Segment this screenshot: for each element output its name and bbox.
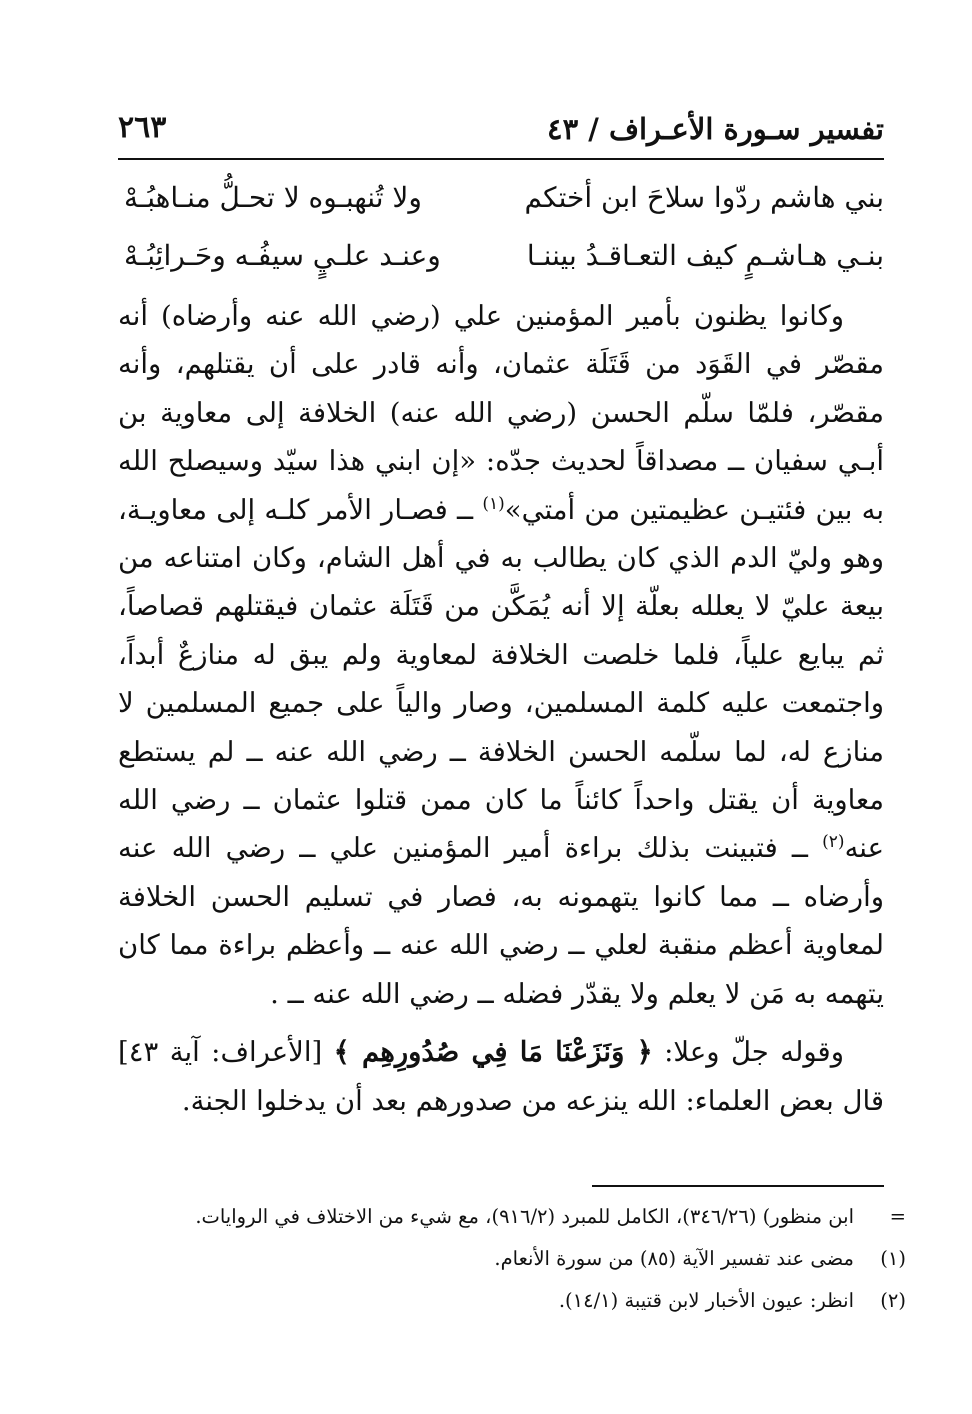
page-header bbox=[118, 108, 884, 156]
footnote-marker: (١) bbox=[482, 493, 505, 514]
verse-explanation: قال بعض العلماء: الله ينزعه من صدورهم بعد أن يدخلوا الجنة. bbox=[181, 1084, 884, 1117]
footnote-text: ابن منظور) (٣٤٦/٢٦)، الكامل للمبرد (٩١٦/٢)، مع شيء من الاختلاف في الروايات. bbox=[195, 1205, 854, 1228]
footnote-text: انظر: عيون الأخبار لابن قتيبة (١٤/١). bbox=[558, 1289, 854, 1312]
footnote-label: (١) bbox=[880, 1247, 906, 1270]
footnote bbox=[118, 1240, 908, 1278]
paragraph-text: وكانوا يظنون بأمير المؤمنين علي (رضي الله عنه وأرضاه) أنه مقصّر في القَوَد من قَتَلَة عثمان، وأنه قادر على أن يقتلهم، وأنه مقصّر، فلمّا سلّم الحسن (رضي الله عنه) الخلافة إلى معاوية بن أبـي سفيان ــ مصداقاً لحديث جدّه: «إن ابني هذا سيّد وسيصلح الله به بين فئتيـن عظيمتين من أمتي» bbox=[118, 300, 884, 526]
poem-first-hemistich: بني هاشم ردّوا سلاحَ ابن أختكم bbox=[524, 181, 884, 214]
paragraph-text: ــ فتبينت بذلك براءة أمير المؤمنين علي ــ رضي الله عنه وأرضاه ــ مما كانوا يتهمونه به، فصار في تسليم الحسن الخلافة لمعاوية أعظم منقبة لعلي ــ رضي الله عنه ــ وأعظم براءة مما كان يتهمه به مَن لا يعلم ولا يقدّر فضله ــ رضي الله عنه ــ . bbox=[118, 832, 884, 1010]
running-title: تفسير سـورة الأعـراف / ٤٣ bbox=[547, 112, 884, 146]
body-paragraph bbox=[118, 292, 884, 1018]
poem bbox=[118, 172, 884, 288]
footnote-rule bbox=[592, 1185, 884, 1187]
header-rule bbox=[118, 158, 884, 160]
footnote bbox=[118, 1282, 908, 1320]
footnote bbox=[118, 1198, 908, 1236]
footnote-text: مضى عند تفسير الآية (٨٥) من سورة الأنعام. bbox=[494, 1247, 854, 1270]
main-text bbox=[118, 292, 884, 1125]
verse-reference: [الأعراف: آية ٤٣] bbox=[118, 1036, 323, 1069]
poem-verse bbox=[118, 230, 884, 288]
footnote-label: (٢) bbox=[880, 1289, 906, 1312]
verse-intro: وقوله جلّ وعلا: bbox=[664, 1036, 844, 1069]
poem-verse bbox=[118, 172, 884, 230]
footnotes bbox=[118, 1198, 908, 1320]
poem-second-hemistich: ولا تُنهبـوه لا تحـلُّ منـاهبُـهْ bbox=[124, 181, 422, 214]
verse-paragraph bbox=[118, 1028, 884, 1125]
poem-second-hemistich: وعنـد علـيٍ سيفُـه وحَـرائِبُـهْ bbox=[124, 239, 441, 272]
page-number: ٢٦٣ bbox=[118, 110, 167, 145]
paragraph-text: ــ فصـار الأمر كلـه إلى معاويـة، وهو وليّ الدم الذي كان يطالب به في أهل الشام، وكان امتناعه من بيعة عليّ لا يعلله بعلّة إلا أنه يُمَكَّن من قَتَلَة عثمان فيقتلهم قصاصاً، ثم يبايع علياً، فلما خلصت الخلافة لمعاوية ولم يبق له منازعٌ أبداً، واجتمعت عليه كلمة المسلمين، وصار والياً على جميع المسلمين لا منازع له، لما سلّمه الحسن الخلافة ــ رضي الله عنه ــ لم يستطع معاوية أن يقتل واحداً كائناً ما كان ممن قتلوا عثمان ــ رضي الله عنه bbox=[118, 493, 885, 865]
poem-first-hemistich: بنـي هـاشـمٍ كيف التعـاقـدُ بيننـا bbox=[526, 239, 884, 272]
footnote-label: = bbox=[889, 1205, 906, 1228]
footnote-marker: (٢) bbox=[822, 832, 845, 853]
quran-verse: ﴿ وَنَزَعْنَا مَا فِي صُدُورِهِم ﴾ bbox=[333, 1036, 653, 1069]
